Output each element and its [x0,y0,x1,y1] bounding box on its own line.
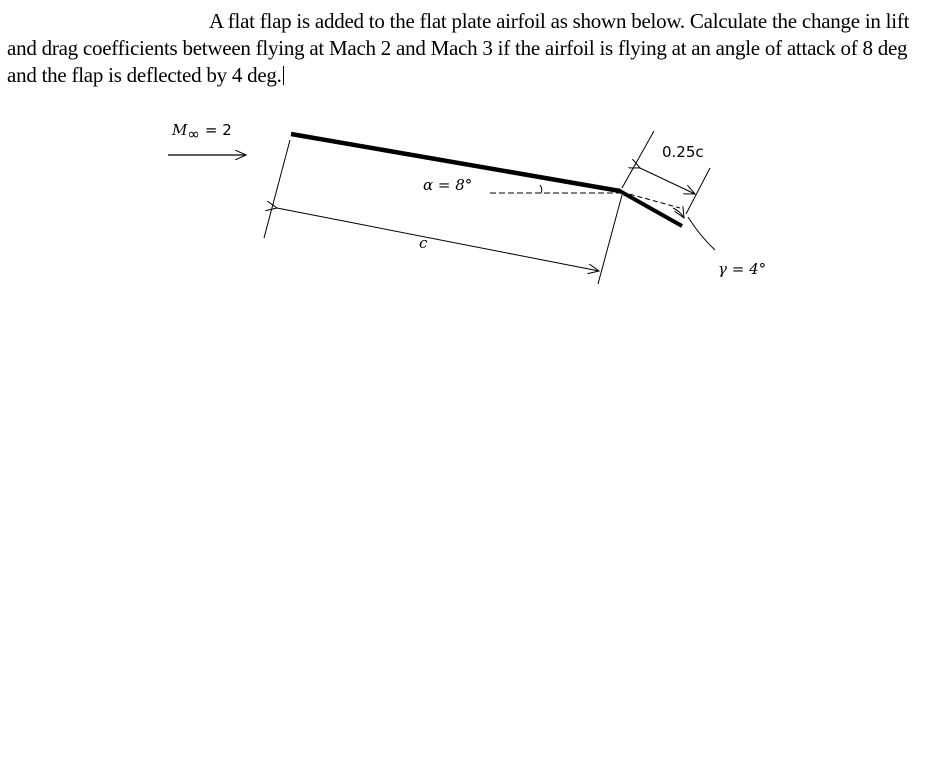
chord-dimension-arrow [277,208,599,271]
alpha-arc [540,185,542,193]
freestream-mach-label [171,121,232,143]
problem-statement-text: A flat flap is added to the flat plate airfoil as shown below. Calculate the change in lift and drag coefficients between flying at Mach 2 and Mach 3 if the airfoil is flying at an angle of attack of 8 deg and the flap is deflected by 4 deg. [7,9,910,87]
gamma-label: γ = 4° [718,260,767,278]
alpha-label: α = 8° [423,176,473,194]
flap-chord-label-text: 0.25c [662,143,704,161]
flap-chord-dimension-arrow [640,168,695,194]
gamma-leader-line [688,217,715,250]
mach-symbol: M [172,121,188,139]
leading-edge-witness-line [264,140,290,238]
gamma-arc [673,208,684,218]
flap-hinge-witness-line [622,131,654,188]
mach-subscript: ∞ [187,125,200,143]
mach-value: = 2 [204,121,232,139]
chord-label: c [419,234,428,252]
trailing-edge-witness-line [598,195,622,284]
flap-chord-label [662,143,704,161]
chord-extension-line [622,192,680,208]
flap [618,190,682,226]
